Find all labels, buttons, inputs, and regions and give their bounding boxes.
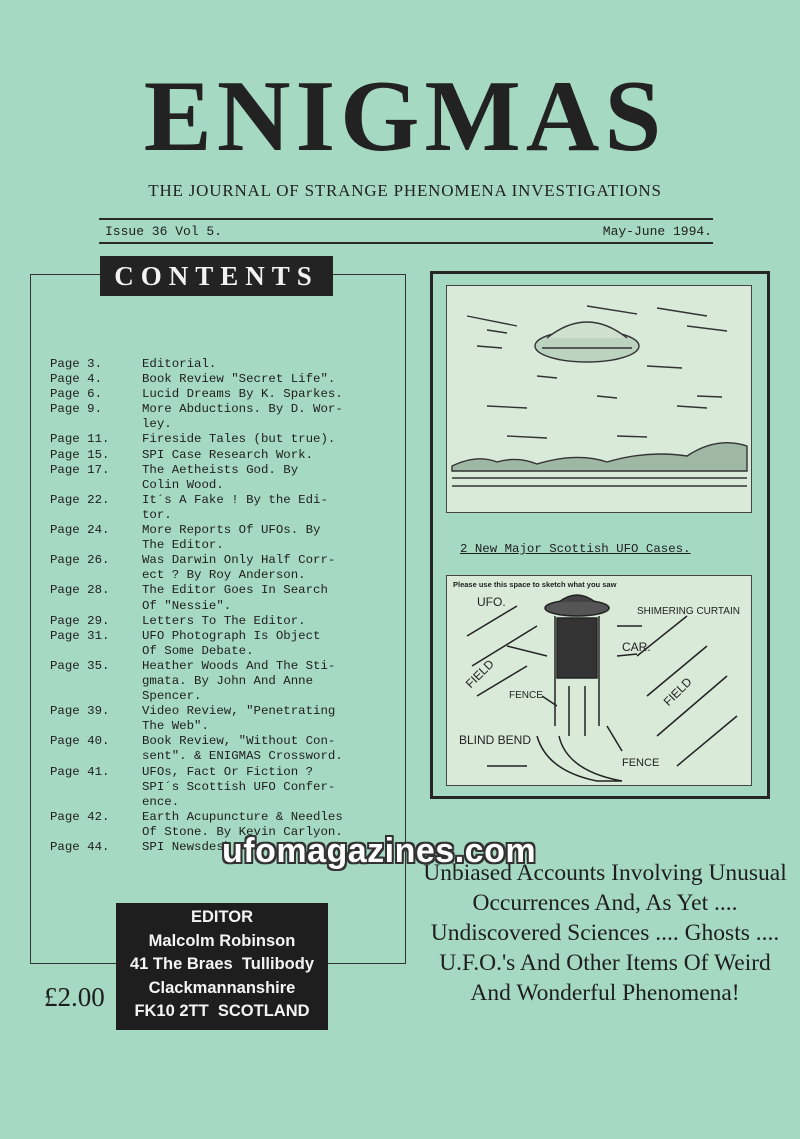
witness-sketch-svg bbox=[447, 576, 751, 785]
table-of-contents bbox=[50, 357, 400, 855]
sketch-label: FENCE bbox=[622, 757, 660, 769]
toc-entry bbox=[50, 523, 400, 553]
illustration-caption: 2 New Major Scottish UFO Cases. bbox=[460, 542, 691, 556]
toc-article-title: It´s A Fake ! By the Edi- tor. bbox=[142, 492, 328, 522]
issue-number: Issue 36 Vol 5. bbox=[105, 224, 223, 239]
toc-entry bbox=[50, 765, 400, 810]
toc-article-title: More Abductions. By D. Wor- ley. bbox=[142, 402, 343, 432]
toc-article-title: More Reports Of UFOs. By The Editor. bbox=[142, 523, 321, 553]
tagline: Unbiased Accounts Involving Unusual Occurrences And, As Yet .... Undiscovered Sciences .... Ghosts .... U.F.O.'s And Other Items Of Weird And Wonderful Phenomena! bbox=[423, 860, 787, 1006]
ufo-landscape-drawing bbox=[446, 285, 752, 513]
editor-address-box bbox=[116, 903, 328, 1030]
sketch-label: FIELD bbox=[660, 674, 695, 709]
toc-entry bbox=[50, 734, 400, 764]
toc-entry bbox=[50, 372, 400, 387]
sketch-label: SHIMERING CURTAIN bbox=[637, 606, 740, 617]
toc-page-number: Page 6. bbox=[50, 387, 103, 402]
issue-date: May-June 1994. bbox=[602, 224, 712, 239]
toc-page-number: Page 17. bbox=[50, 462, 110, 477]
toc-page-number: Page 29. bbox=[50, 613, 110, 628]
toc-entry bbox=[50, 629, 400, 659]
sketch-label: UFO. bbox=[477, 595, 506, 609]
editor-line: 41 The Braes Tullibody bbox=[130, 955, 314, 973]
toc-page-number: Page 22. bbox=[50, 492, 110, 507]
toc-page-number: Page 9. bbox=[50, 402, 103, 417]
sketch-header: Please use this space to sketch what you saw bbox=[453, 580, 617, 589]
sketch-label: FIELD bbox=[462, 656, 497, 691]
toc-page-number: Page 42. bbox=[50, 809, 110, 824]
toc-page-number: Page 15. bbox=[50, 447, 110, 462]
top-rule bbox=[99, 218, 713, 220]
toc-article-title: SPI Case Research Work. bbox=[142, 447, 314, 462]
toc-page-number: Page 41. bbox=[50, 764, 110, 779]
witness-sketch bbox=[446, 575, 752, 786]
toc-page-number: Page 39. bbox=[50, 704, 110, 719]
sketch-label: CAR. bbox=[622, 640, 651, 654]
toc-page-number: Page 35. bbox=[50, 658, 110, 673]
toc-article-title: Video Review, "Penetrating The Web". bbox=[142, 704, 336, 734]
toc-article-title: Editorial. bbox=[142, 357, 217, 371]
toc-page-number: Page 28. bbox=[50, 583, 110, 598]
toc-article-title: SPI Newsdesk. bbox=[142, 840, 239, 854]
toc-article-title: The Editor Goes In Search Of "Nessie". bbox=[142, 583, 328, 613]
toc-article-title: The Aetheists God. By Colin Wood. bbox=[142, 462, 299, 492]
toc-article-title: UFOs, Fact Or Fiction ? SPI´s Scottish UFO Confer- ence. bbox=[142, 764, 336, 809]
toc-page-number: Page 26. bbox=[50, 553, 110, 568]
magazine-subtitle: THE JOURNAL OF STRANGE PHENOMENA INVESTIGATIONS bbox=[148, 181, 662, 200]
toc-article-title: Heather Woods And The Sti- gmata. By John And Anne Spencer. bbox=[142, 658, 336, 704]
magazine-title: ENIGMAS bbox=[143, 60, 667, 173]
toc-article-title: Earth Acupuncture & Needles Of Stone. By Kevin Carlyon. bbox=[142, 809, 343, 839]
toc-entry bbox=[50, 448, 400, 463]
editor-line: Malcolm Robinson bbox=[148, 931, 296, 950]
toc-article-title: Book Review, "Without Con- sent". & ENIGMAS Crossword. bbox=[142, 734, 343, 764]
site-watermark: ufomagazines.com bbox=[222, 832, 537, 870]
toc-page-number: Page 3. bbox=[50, 357, 103, 371]
toc-entry bbox=[50, 387, 400, 402]
toc-entry bbox=[50, 402, 400, 432]
toc-article-title: UFO Photograph Is Object Of Some Debate. bbox=[142, 628, 321, 658]
editor-line: EDITOR bbox=[190, 908, 254, 926]
toc-entry bbox=[50, 357, 400, 372]
toc-article-title: Was Darwin Only Half Corr- ect ? By Roy Anderson. bbox=[142, 553, 336, 583]
toc-entry bbox=[50, 553, 400, 583]
contents-heading: CONTENTS bbox=[100, 256, 333, 296]
toc-entry bbox=[50, 583, 400, 613]
toc-page-number: Page 11. bbox=[50, 432, 110, 447]
ufo-landscape-svg bbox=[447, 286, 751, 512]
sketch-label: FENCE bbox=[509, 690, 543, 701]
toc-article-title: Letters To The Editor. bbox=[142, 613, 306, 628]
toc-page-number: Page 31. bbox=[50, 628, 110, 643]
bottom-rule bbox=[99, 242, 713, 244]
toc-entry bbox=[50, 432, 400, 447]
toc-article-title: Book Review "Secret Life". bbox=[142, 372, 336, 387]
toc-entry bbox=[50, 493, 400, 523]
toc-entry bbox=[50, 463, 400, 493]
toc-entry bbox=[50, 614, 400, 629]
toc-page-number: Page 40. bbox=[50, 734, 110, 749]
editor-line: Clackmannanshire bbox=[148, 978, 296, 997]
toc-article-title: Fireside Tales (but true). bbox=[142, 432, 336, 447]
toc-page-number: Page 4. bbox=[50, 372, 103, 387]
toc-page-number: Page 44. bbox=[50, 840, 110, 854]
cover-price: £2.00 bbox=[44, 982, 105, 1012]
toc-article-title: Lucid Dreams By K. Sparkes. bbox=[142, 387, 343, 402]
toc-entry bbox=[50, 659, 400, 704]
sketch-label: BLIND BEND bbox=[459, 733, 532, 747]
toc-entry bbox=[50, 704, 400, 734]
editor-line: FK10 2TT SCOTLAND bbox=[134, 1002, 310, 1020]
toc-page-number: Page 24. bbox=[50, 523, 110, 538]
